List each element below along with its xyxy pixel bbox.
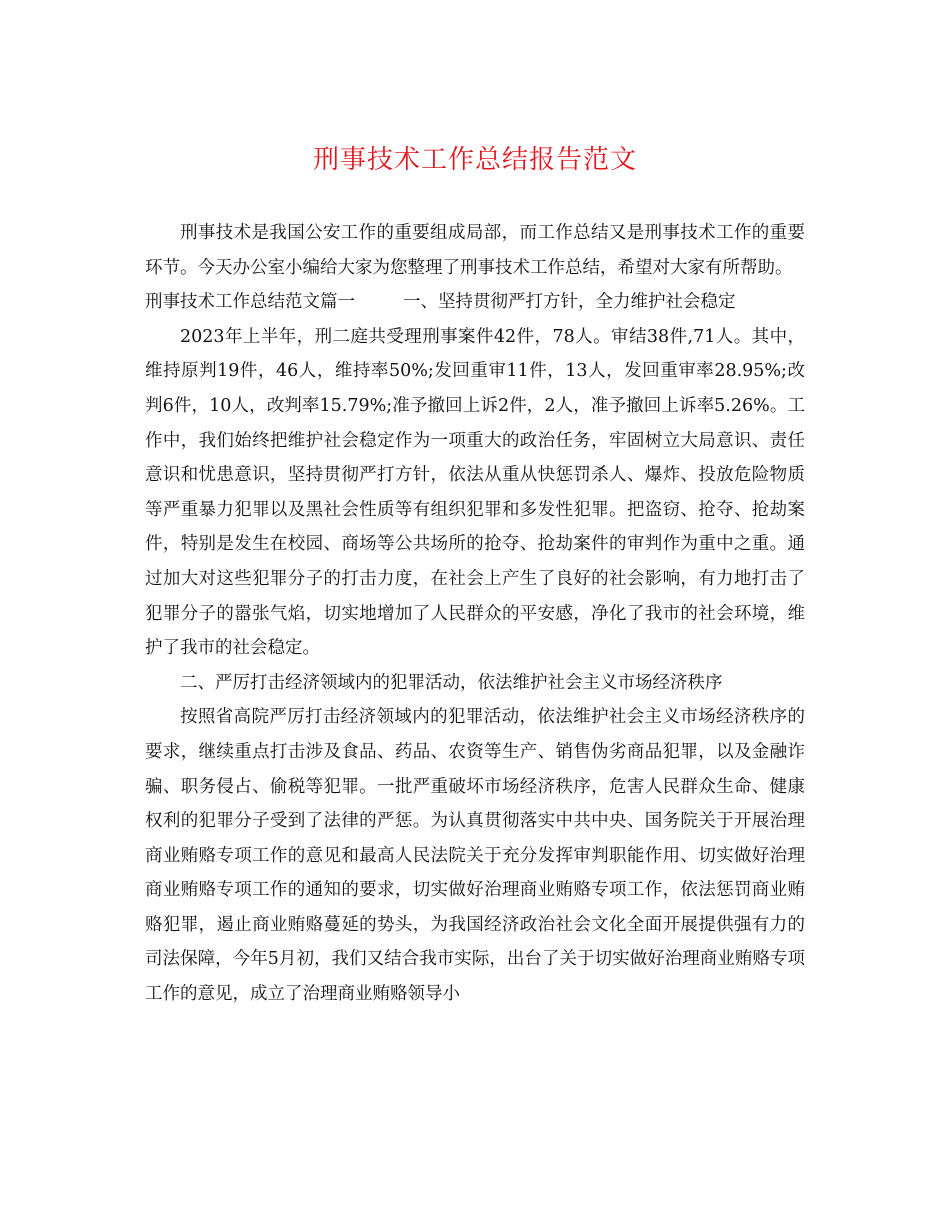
intro-paragraph: 刑事技术是我国公安工作的重要组成局部，而工作总结又是刑事技术工作的重要环节。今天办公室小编给大家为您整理了刑事技术工作总结，希望对大家有所帮助。 [145, 223, 805, 278]
section-label: 刑事技术工作总结范文篇一 [145, 292, 355, 313]
paragraph-1: 2023年上半年，刑二庭共受理刑事案件42件，78人。审结38件,71人。其中，维持原判19件，46人，维持率50%;发回重审11件，13人，发回重审率28.95%;改判6件，10人，改判率15.79%;准予撤回上诉2件，2人，准予撤回上诉率5.26%。工作中，我们始终把维护社会稳定作为一项重大的政治任务，牢固树立大局意识、责任意识和忧患意识，坚持贯彻严打方针，依法从重从快惩罚杀人、爆炸、投放危险物质等严重暴力犯罪以及黑社会性质等有组织犯罪和多发性犯罪。把盗窃、抢夺、抢劫案件，特别是发生在校园、商场等公共场所的抢夺、抢劫案件的审判作为重中之重。通过加大对这些犯罪分子的打击力度，在社会上产生了良好的社会影响，有力地打击了犯罪分子的嚣张气焰，切实地增加了人民群众的平安感，净化了我市的社会环境，维护了我市的社会稳定。 [145, 326, 805, 659]
section-line [145, 285, 805, 320]
section-heading-2: 二、严厉打击经济领域内的犯罪活动，依法维护社会主义市场经济秩序 [180, 672, 723, 693]
document-title: 刑事技术工作总结报告范文 [312, 145, 637, 175]
document-body [145, 216, 805, 1012]
paragraph-2: 按照省高院严厉打击经济领域内的犯罪活动，依法维护社会主义市场经济秩序的要求，继续重点打击涉及食品、药品、农资等生产、销售伪劣商品犯罪，以及金融诈骗、职务侵占、偷税等犯罪。一批严重破坏市场经济秩序，危害人民群众生命、健康权利的犯罪分子受到了法律的严惩。为认真贯彻落实中共中央、国务院关于开展治理商业贿赂专项工作的意见和最高人民法院关于充分发挥审判职能作用、切实做好治理商业贿赂专项工作的通知的要求，切实做好治理商业贿赂专项工作，依法惩罚商业贿赂犯罪，遏止商业贿赂蔓延的势头，为我国经济政治社会文化全面开展提供强有力的司法保障，今年5月初，我们又结合我市实际，出台了关于切实做好治理商业贿赂专项工作的意见，成立了治理商业贿赂领导小 [145, 707, 805, 1005]
section-heading-1: 一、坚持贯彻严打方针，全力维护社会稳定 [403, 292, 736, 313]
